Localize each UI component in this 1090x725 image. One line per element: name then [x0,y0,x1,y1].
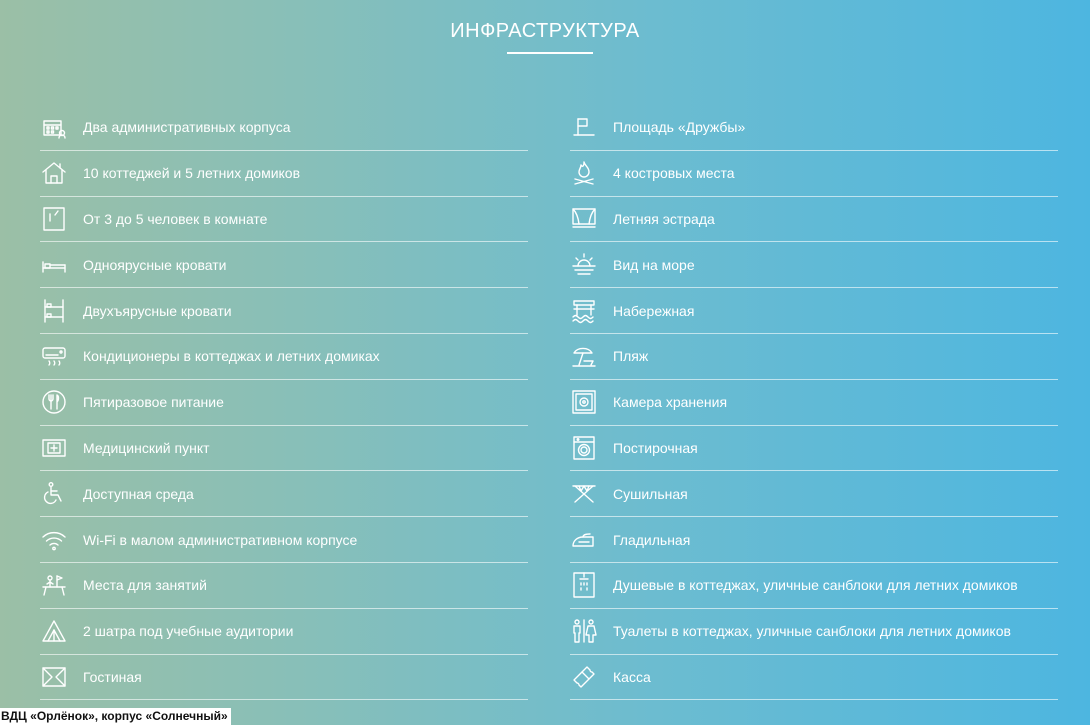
tent-icon [40,617,68,645]
list-item [40,655,528,701]
list-item-label: 2 шатра под учебные аудитории [83,623,294,640]
list-item [40,288,528,334]
list-item [40,242,528,288]
shower-icon [570,571,598,599]
list-item-label: Кондиционеры в коттеджах и летних домиках [83,348,380,365]
sunset-sea-icon [570,251,598,279]
list-item [40,426,528,472]
image-caption: ВДЦ «Орлёнок», корпус «Солнечный» [0,708,231,725]
list-item-label: Гладильная [613,531,691,548]
ticket-icon [570,663,598,691]
wifi-icon [40,526,68,554]
drying-rack-icon [570,480,598,508]
list-item [570,380,1058,426]
washing-machine-icon [570,434,598,462]
safe-icon [570,388,598,416]
list-item [40,380,528,426]
single-bed-icon [40,251,68,279]
list-item-label: Касса [613,668,651,685]
list-item-label: Двухъярусные кровати [83,302,232,319]
list-item [40,151,528,197]
list-item [570,517,1058,563]
stage-icon [570,205,598,233]
beach-icon [570,342,598,370]
embankment-icon [570,297,598,325]
list-item-label: Два административных корпуса [83,119,291,136]
list-item-label: Пляж [613,348,649,365]
list-item-label: Туалеты в коттеджах, уличные санблоки для летних домиков [613,623,1011,640]
iron-icon [570,526,598,554]
list-item [40,334,528,380]
dining-icon [40,388,68,416]
list-item [570,426,1058,472]
list-item [570,288,1058,334]
air-conditioner-icon [40,342,68,370]
list-item [40,471,528,517]
medical-icon [40,434,68,462]
list-item-label: Вид на море [613,256,695,273]
lounge-icon [40,663,68,691]
door-icon [40,205,68,233]
title-underline [507,52,593,54]
list-item [570,609,1058,655]
list-item-label: Места для занятий [83,577,207,594]
list-item-label: Площадь «Дружбы» [613,119,746,136]
list-item-label: Набережная [613,302,695,319]
list-item-label: Камера хранения [613,394,728,411]
list-item [40,105,528,151]
bunk-bed-icon [40,297,68,325]
list-item-label: От 3 до 5 человек в комнате [83,210,268,227]
list-item [570,334,1058,380]
list-item [570,197,1058,243]
building-icon [40,113,68,141]
list-item [570,563,1058,609]
list-item [570,105,1058,151]
left-column [40,105,528,700]
list-item-label: 4 костровых места [613,165,735,182]
list-item-label: Гостиная [83,668,142,685]
house-icon [40,159,68,187]
study-icon [40,571,68,599]
list-item [40,563,528,609]
list-item [570,471,1058,517]
wheelchair-icon [40,480,68,508]
list-item [570,151,1058,197]
list-item [40,609,528,655]
page-title: ИНФРАСТРУКТУРА [450,20,640,42]
list-item-label: Душевые в коттеджах, уличные санблоки для летних домиков [613,577,1018,594]
list-item [40,197,528,243]
list-item-label: 10 коттеджей и 5 летних домиков [83,165,301,182]
list-item-label: Одноярусные кровати [83,256,227,273]
right-column [570,105,1058,700]
restroom-icon [570,617,598,645]
list-item-label: Летняя эстрада [613,210,715,227]
campfire-icon [570,159,598,187]
list-item-label: Wi-Fi в малом административном корпусе [83,531,358,548]
list-item-label: Сушильная [613,485,688,502]
list-item-label: Медицинский пункт [83,439,210,456]
list-item [570,242,1058,288]
list-item [40,517,528,563]
list-item [570,655,1058,701]
list-item-label: Доступная среда [83,485,194,502]
list-item-label: Пятиразовое питание [83,394,224,411]
flag-icon [570,113,598,141]
list-item-label: Постирочная [613,439,698,456]
